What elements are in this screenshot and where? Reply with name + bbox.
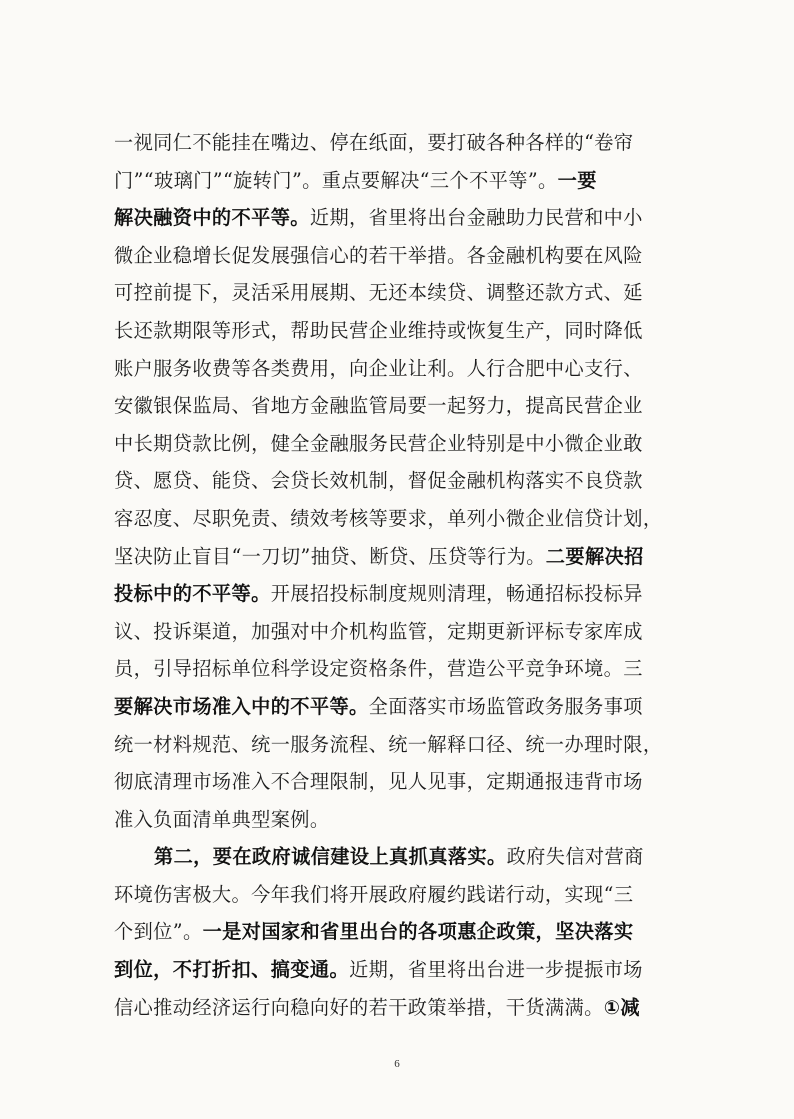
text-run: 一视同仁不能挂在嘴边、停在纸面，要打破各种各样的“卷帘 <box>114 131 634 154</box>
text-run: 长还款期限等形式，帮助民营企业维持或恢复生产，同时降低 <box>114 318 643 342</box>
text-line <box>114 726 679 764</box>
text-run: 账户服务收费等各类费用，向企业让利。人行合肥中心支行、 <box>114 356 643 380</box>
text-line <box>114 838 679 876</box>
text-line <box>114 575 679 613</box>
text-run: 个到位”。 <box>114 920 203 944</box>
text-run: 安徽银保监局、省地方金融监管局要一起努力，提高民营企业 <box>114 394 643 418</box>
text-line <box>114 913 679 951</box>
text-line <box>114 237 679 275</box>
bold-text-run: 一是对国家和省里出台的各项惠企政策，坚决落实 <box>202 920 634 944</box>
text-run: 容忍度、尽职免责、绩效考核等要求，单列小微企业信贷计划， <box>114 506 663 530</box>
text-line <box>114 274 679 312</box>
text-run: 全面落实市场监管政务服务事项 <box>368 694 643 718</box>
bold-text-run: 第二，要在政府诚信建设上真抓真落实。 <box>154 845 507 869</box>
text-run: 微企业稳增长促发展强信心的若干举措。各金融机构要在风险 <box>114 243 643 267</box>
text-run: 中长期贷款比例，健全金融服务民营企业特别是中小微企业敢 <box>114 431 643 455</box>
text-run: 彻底清理市场准入不合理限制，见人见事，定期通报违背市场 <box>114 770 643 794</box>
text-run: 环境伤害极大。今年我们将开展政府履约践诺行动，实现“三 <box>114 882 634 906</box>
text-run: 员，引导招标单位科学设定资格条件，营造公平竞争环境。三 <box>114 657 643 681</box>
text-run: 近期，省里将出台金融助力民营和中小 <box>309 206 643 230</box>
bold-text-run: 解决融资中的不平等。 <box>114 206 310 230</box>
text-line <box>114 876 679 914</box>
text-run: 开展招投标制度规则清理，畅通招标投标异 <box>270 582 643 606</box>
bold-text-run: ①减 <box>603 995 640 1019</box>
text-run: 政府失信对营商 <box>506 845 644 869</box>
page-number: 6 <box>394 1058 400 1070</box>
body-text <box>114 124 679 1026</box>
text-line <box>114 462 679 500</box>
text-line <box>114 425 679 463</box>
bold-text-run: 投标中的不平等。 <box>114 582 271 606</box>
text-line <box>114 199 679 237</box>
text-run: 信心推动经济运行向稳向好的若干政策举措，干货满满。 <box>114 995 604 1019</box>
text-line <box>114 688 679 726</box>
bold-text-run: 到位，不打折扣、搞变通。 <box>114 958 350 982</box>
text-line <box>114 387 679 425</box>
text-line <box>114 989 679 1027</box>
text-line <box>114 801 679 839</box>
text-run: 准入负面清单典型案例。 <box>114 807 330 831</box>
bold-text-run: 二要解决招 <box>545 544 644 568</box>
text-line <box>114 500 679 538</box>
text-line <box>114 124 679 162</box>
text-line <box>114 162 679 200</box>
text-line <box>114 538 679 576</box>
text-run: 可控前提下，灵活采用展期、无还本续贷、调整还款方式、延 <box>114 281 643 305</box>
bold-text-run: 要解决市场准入中的不平等。 <box>114 694 369 718</box>
text-run: 统一材料规范、统一服务流程、统一解释口径、统一办理时限， <box>114 732 663 756</box>
text-run: 贷、愿贷、能贷、会贷长效机制，督促金融机构落实不良贷款 <box>114 469 643 493</box>
text-line <box>114 951 679 989</box>
text-line <box>114 613 679 651</box>
text-line <box>114 763 679 801</box>
bold-text-run: 一要 <box>557 168 597 192</box>
text-run: 坚决防止盲目“一刀切”抽贷、断贷、压贷等行为。 <box>114 544 546 568</box>
text-line <box>114 350 679 388</box>
text-run: 门”“玻璃门”“旋转门”。重点要解决“三个不平等”。 <box>114 168 558 192</box>
text-run: 近期，省里将出台进一步提振市场 <box>349 958 643 982</box>
text-line <box>114 312 679 350</box>
text-run: 议、投诉渠道，加强对中介机构监管，定期更新评标专家库成 <box>114 619 643 643</box>
text-line <box>114 650 679 688</box>
